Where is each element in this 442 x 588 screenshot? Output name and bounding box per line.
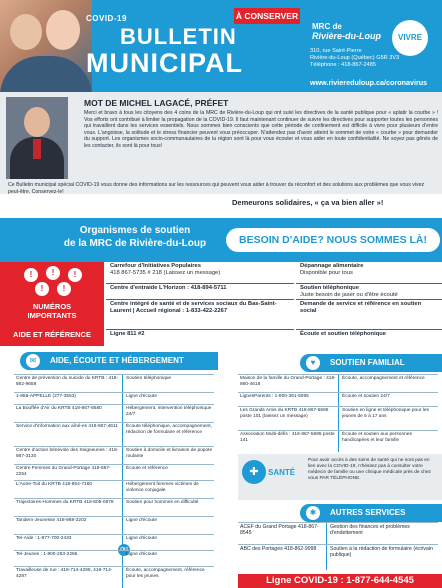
person-left [10, 14, 42, 50]
mot-footer: Ce Bulletin municipal spécial COVID-19 vous donne des informations sur les ressources qui peuvent vous aider à trouver du réconfort et des solutions aux problèmes que vous vivez peut-être. Conservez-le! [8, 182, 425, 195]
row-name: Les Grands Amis du KRTB 418-867-5685 poste 101 (laissez un message) [240, 408, 329, 419]
table-row [14, 534, 214, 550]
important-title [0, 302, 104, 320]
covid-hotline: Ligne COVID-19 : 1-877-644-4545 [238, 574, 442, 588]
table-row [14, 550, 214, 566]
section-famille-header [300, 354, 442, 372]
row-detail: Écoute et référence [126, 466, 168, 471]
covid-tag: COVID-19 [86, 14, 127, 23]
important-row [106, 284, 294, 300]
section-aide-header [20, 352, 218, 370]
important-name: Écoute et soutien téléphonique [300, 331, 386, 337]
important-name: Ligne 811 #2 [110, 331, 145, 337]
important-label [0, 262, 104, 346]
row-detail: Soutien pour hommes en difficulté [126, 500, 199, 505]
important-detail: Disponible pour tous [300, 270, 353, 276]
logo-line2: Rivière-du-Loup [312, 31, 381, 41]
sante-label: SANTÉ [268, 468, 296, 477]
health-icon: ✚ [242, 460, 266, 484]
header-photo [0, 0, 92, 92]
support-banner [0, 218, 442, 262]
important-row [296, 300, 442, 330]
row-name: Tel-Jeunes : 1-800-263-2266 [16, 552, 78, 557]
important-detail: Juste besoin de jaser ou d'être écouté [300, 292, 398, 298]
org-title [40, 224, 230, 250]
row-detail: Ligne d'écoute [126, 394, 158, 399]
important-row [296, 330, 442, 346]
row-name: ACEF du Grand Portage 418-867-8545 [240, 524, 319, 537]
important-name: Centre intégré de santé et de services sociaux du Bas-Saint-Laurent | Accueil régional : 1-833-422-2267 [110, 301, 277, 314]
important-row [106, 300, 294, 330]
table-row [238, 430, 438, 452]
row-detail: Ligne d'écoute [126, 552, 158, 557]
alert-icon: ! [24, 268, 38, 282]
row-detail: Écoute téléphonique, accompagnement, rédaction de formulaire et référence [126, 424, 212, 435]
important-name: Dépannage alimentaire [300, 263, 364, 269]
section-autres-title: AUTRES SERVICES [330, 508, 406, 517]
section-famille-title: SOUTIEN FAMILIAL [330, 358, 405, 367]
row-name: Centre de prévention du suicide du KRTB : 418-862-9658 [16, 376, 119, 387]
row-detail: Écoute, accompagnement et référence [342, 376, 425, 381]
important-line2: IMPORTANTS [27, 311, 77, 320]
title-municipal: MUNICIPAL [86, 48, 243, 78]
family-icon: ♥ [306, 356, 320, 370]
important-name: Soutien téléphonique [300, 285, 359, 291]
row-name: Travailleuse de rue : 418-714-4295, 418-714-4287 [16, 568, 113, 579]
closing-line: Demeurons solidaires, « ça va bien aller »! [232, 198, 384, 207]
mrc-logo [312, 22, 382, 41]
important-mid-column [106, 262, 294, 346]
alert-icon: ! [57, 282, 71, 296]
row-name: ABC des Portages 418-862-9998 [240, 546, 317, 552]
row-name: Service d'information aux aîné-es 418-867-4611 [16, 424, 118, 429]
title-bulletin: BULLETIN [120, 24, 237, 49]
table-row [14, 446, 214, 464]
table-row [238, 544, 438, 570]
table-row [14, 392, 214, 404]
or-badge: OU [118, 544, 130, 556]
mot-body: Merci et bravo à tous les citoyens des 4 coins de la MRC de Rivière-du-Loup qui ont suivi les directives de la santé publique pour « aplatir la courbe » ! Vos efforts ont contribué à limiter la propagation de la COVID-19. Il faut maintenant continuer de suivre les directives pour supporter toutes les personnes qui travaillent dans les services essentiels. Nous sommes bien conscients que cette période de confinement est difficile à vivre pour plusieurs d'entre vous. L'angoisse, la solitude et le stress financier peuvent vous préoccuper. N'attendez pas d'avoir atteint le sommet de votre « courbe » pour demander du support. Les organismes socio-communautaires de la région sont là pour vous écouter et vous aider en toute confidentialité. Ne soyez pas gênés de les contacter, ils sont là pour tous! [84, 110, 438, 149]
prefet-tie [33, 139, 41, 159]
row-name: Tandem-Jeunesse 418-868-2202 [16, 518, 87, 523]
alert-icon: ! [46, 266, 60, 280]
sante-text: Pour avoir accès à des soins de santé qui ne sont pas en lien avec la COVID-19, n'hésitez pas à consulter votre médecin de famille ou une clinique médicale près de chez vous PAR TÉLÉPHONE. [308, 458, 431, 481]
row-name: 1-866-APPELLE (277-3553) [16, 394, 76, 399]
row-detail: Soutien en ligne et téléphonique pour les jeunes de 5 à 17 ans [342, 408, 429, 419]
row-detail: Ligne d'écoute [126, 518, 158, 523]
shoulders [0, 56, 92, 92]
website-link[interactable]: www.riviereduloup.ca/coronavirus [310, 78, 428, 87]
prefet-photo [6, 97, 68, 179]
table-row [14, 422, 214, 446]
table-row [238, 374, 438, 392]
important-row [296, 262, 442, 284]
person-right [46, 10, 80, 50]
section-autres-header [300, 504, 442, 522]
section-aide-title: AIDE, ÉCOUTE ET HÉBERGEMENT [50, 356, 184, 365]
row-detail: Gestion des finances et problèmes d'endettement [330, 524, 410, 537]
row-detail: Soutien téléphonique [126, 376, 172, 381]
table-row [14, 464, 214, 480]
row-name: Trajectoires-Hommes du KRTB 418-605-0678 [16, 500, 114, 505]
header [0, 0, 442, 92]
row-name: La Bouffée d'Air du KRTB 418-867-8580 [16, 406, 102, 411]
table-row [14, 498, 214, 516]
vivre-logo: VIVRE [392, 20, 428, 56]
important-row [106, 330, 294, 346]
services-icon: ✱ [306, 506, 320, 520]
row-name: LignesParents : 1-800-361-5085 [240, 394, 309, 399]
important-name: Demande de service et référence en soutien social [300, 301, 422, 314]
logo-line1: MRC de [312, 22, 342, 31]
org-line2: de la MRC de Rivière-du-Loup [63, 238, 207, 249]
table-row [238, 522, 438, 544]
org-line1: Organismes de soutien [79, 225, 191, 236]
mot-du-prefet [0, 92, 442, 194]
important-icons [18, 266, 88, 298]
row-name: Centre Femmes du Grand-Portage 418-867-2254 [16, 466, 111, 477]
alert-icon: ! [35, 282, 49, 296]
table-row [14, 404, 214, 422]
row-detail: Soutien à la rédaction de formulaire (écrivain publique) [330, 546, 433, 559]
table-row [238, 392, 438, 406]
row-detail: Soutien à domicile et livraison de popote roulante [126, 448, 213, 459]
important-name: Carrefour d'Initiatives Populaires [110, 263, 201, 269]
row-name: Association Multi-défis : 418-867-5685 poste 141 [240, 432, 335, 443]
sante-box [238, 454, 442, 500]
row-name: Maison de la famille du Grand-Portage : 418-860-4618 [240, 376, 336, 387]
important-row [106, 262, 294, 284]
row-detail: Hébergement, intervention téléphonique 24/7 [126, 406, 212, 417]
row-name: Tel-Aide : 1-877-700-2433 [16, 536, 72, 541]
row-name: L'Autre-Toit du KRTB 418-854-7160 [16, 482, 93, 487]
important-name: Centre d'entraide L'Horizon : 418-894-5711 [110, 285, 227, 291]
aide-reference: AIDE ET RÉFÉRENCE [13, 330, 91, 339]
table-row [14, 480, 214, 498]
row-detail: Hébergement femmes victimes de violence conjugale [126, 482, 199, 493]
alert-icon: ! [68, 268, 82, 282]
row-name: Centre d'action bénévole des Seigneuries : 418-867-3130 [16, 448, 119, 459]
address: 310, rue Saint-Pierre Rivière-du-Loup (Québec) G5R 3V3 Téléphone : 418-867-2485 [310, 48, 400, 68]
table-row [14, 566, 214, 586]
important-line1: NUMÉROS [32, 302, 72, 311]
row-detail: Écoute et soutien 24/7 [342, 394, 390, 399]
important-detail: 418 867-5735 # 218 (Laissez un message) [110, 270, 221, 276]
help-pill: BESOIN D'AIDE? NOUS SOMMES LÀ! [226, 228, 440, 252]
important-numbers [0, 262, 442, 346]
important-right-column [296, 262, 442, 346]
prefet-head [24, 107, 50, 137]
important-row [296, 284, 442, 300]
row-detail: Ligne d'écoute [126, 536, 158, 541]
table-row [238, 406, 438, 430]
table-row [14, 516, 214, 534]
table-row [14, 374, 214, 392]
keep-badge: À CONSERVER [234, 8, 300, 24]
chat-icon: ✉ [26, 354, 40, 368]
mot-title: MOT DE MICHEL LAGACÉ, PRÉFET [84, 98, 229, 108]
row-detail: Écoute et soutien aux personnes handicapées et leur famille [342, 432, 412, 443]
row-detail: Écoute, accompagnement, référence pour les jeunes [126, 568, 205, 579]
